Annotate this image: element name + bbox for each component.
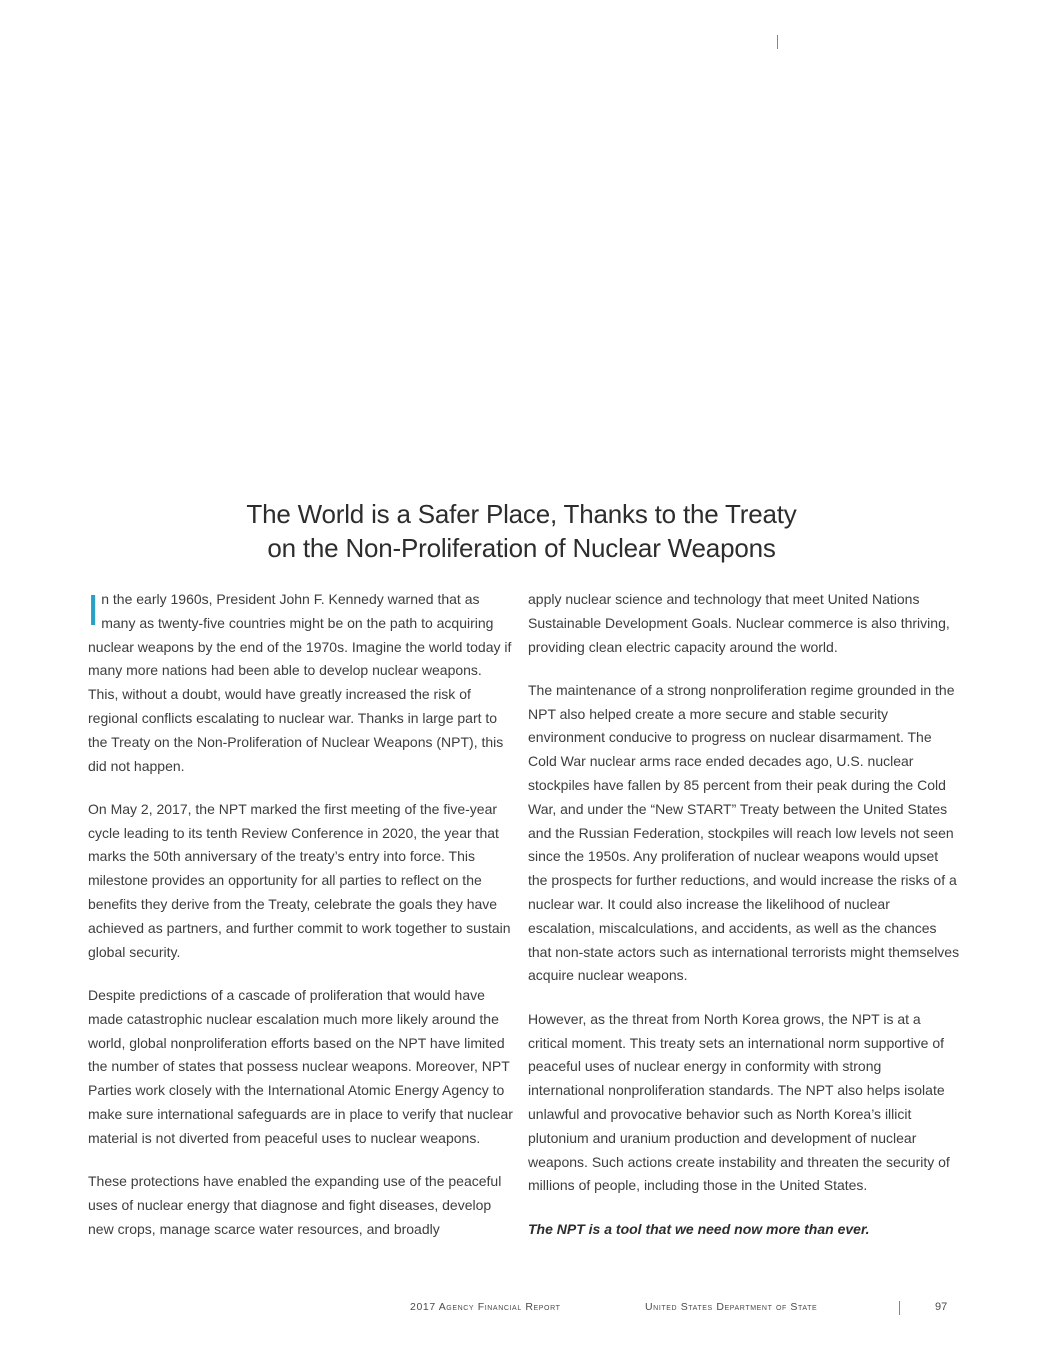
title-line-1: The World is a Safer Place, Thanks to the Treaty: [246, 499, 797, 529]
page-footer: [0, 1301, 1043, 1317]
page-number: 97: [935, 1301, 948, 1313]
paragraph-intro: [88, 588, 513, 778]
paragraph: The maintenance of a strong nonproliferation regime grounded in the NPT also helped create a more secure and stable security environment conducive to progress on nuclear disarmament. The Cold War nuclear arms race ended decades ago, U.S. nuclear stockpiles have fallen by 85 percent from their peak during the Cold War, and under the “New START” Treaty between the United States and the Russian Federation, stockpiles will reach low levels not seen since the 1950s. Any proliferation of nuclear weapons would upset the prospects for further reductions, and would increase the risks of a nuclear war. It could also increase the likelihood of nuclear escalation, miscalculations, and accidents, as well as the chances that non-state actors such as international terrorists might themselves acquire nuclear weapons.: [528, 681, 960, 984]
paragraph: Despite predictions of a cascade of proliferation that would have made catastrophic nuclear escalation much more likely around the world, global nonproliferation efforts based on the NPT have limited the number of states that possess nuclear weapons. Moreover, NPT Parties work closely with the International Atomic Energy Agency to make sure international safeguards are in place to verify that nuclear material is not diverted from peaceful uses to nuclear weapons.: [88, 986, 513, 1146]
drop-cap: I: [87, 586, 100, 635]
paragraph-intro-text: n the early 1960s, President John F. Kennedy warned that as many as twenty-five countries might be on the path to acquiring nuclear weapons by the end of the 1970s. Imagine the world today if many more nations had been able to develop nuclear weapons. This, without a doubt, would have greatly increased the risk of regional conflicts escalating to nuclear war. Thanks in large part to the Treaty on the Non-Proliferation of Nuclear Weapons (NPT), this did not happen.: [88, 591, 512, 774]
paragraph: apply nuclear science and technology that meet United Nations Sustainable Development Goals. Nuclear commerce is also thriving, providing clean electric capacity around the world.: [528, 591, 950, 655]
left-column: [88, 588, 513, 1261]
right-column: [528, 588, 960, 1261]
header-rule: [777, 35, 778, 49]
paragraph: However, as the threat from North Korea grows, the NPT is at a critical moment. This treaty sets an international norm supportive of peaceful uses of nuclear energy in conformity with strong international nonproliferation standards. The NPT also helps isolate unlawful and provocative behavior such as North Korea’s illicit plutonium and uranium production and development of nuclear weapons. Such actions create instability and threaten the security of millions of people, including those in the United States.: [528, 1010, 950, 1194]
paragraph: On May 2, 2017, the NPT marked the first meeting of the five-year cycle leading to its tenth Review Conference in 2020, the year that marks the 50th anniversary of the treaty’s entry into force. This milestone provides an opportunity for all parties to reflect on the benefits they derive from the Treaty, celebrate the goals they have achieved as partners, and further commit to work together to sustain global security.: [88, 800, 511, 960]
paragraph: These protections have enabled the expanding use of the peaceful uses of nuclear energy that diagnose and fight diseases, develop new crops, manage scarce water resources, and broadly: [88, 1173, 502, 1237]
title-line-2: on the Non-Proliferation of Nuclear Weapons: [267, 533, 776, 563]
footer-divider: [899, 1301, 900, 1315]
footer-department: United States Department of State: [645, 1301, 818, 1313]
footer-report-title: 2017 Agency Financial Report: [410, 1301, 561, 1313]
page-title: [0, 497, 1043, 565]
closing-statement: The NPT is a tool that we need now more than ever.: [528, 1220, 870, 1237]
